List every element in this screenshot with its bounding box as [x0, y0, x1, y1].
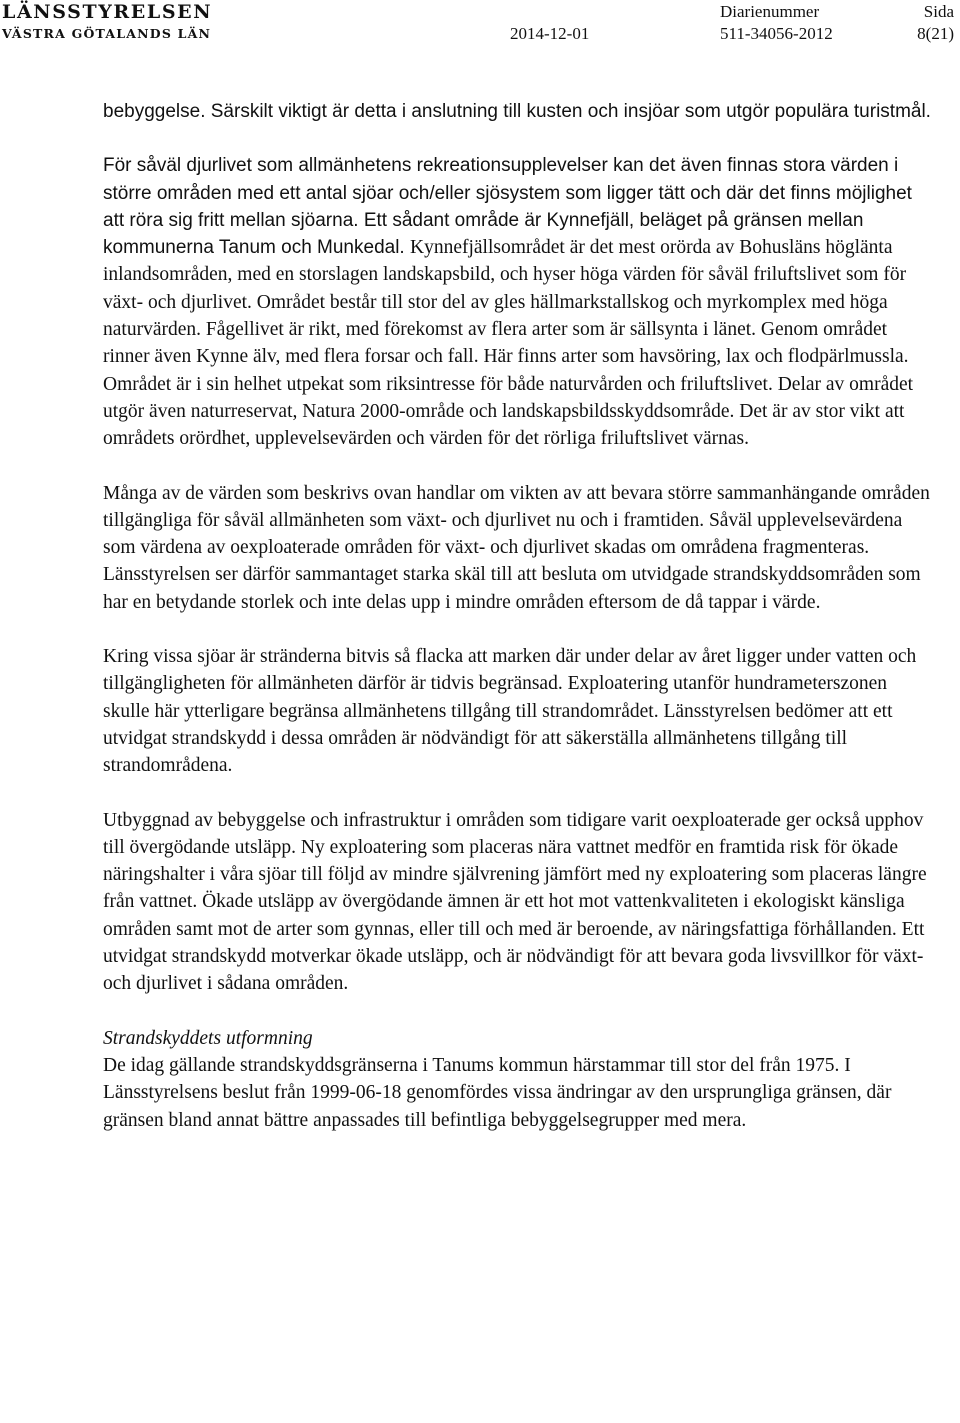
- paragraph-2-part-a: För såväl djurlivet som allmänhetens rekreationsupplevelser kan det även finnas stora värden i större områden med ett antal sjöar och/eller sjösystem som ligger tätt och där det finns möjlighet att röra sig fritt mellan sjöarna. Ett sådant område är Kynnefjäll, beläget på gränsen mellan kommunerna Tanum och Munkedal.: [103, 155, 912, 259]
- paragraph-1: bebyggelse. Särskilt viktigt är detta i anslutning till kusten och insjöar som utgör populära turistmål.: [103, 101, 931, 122]
- diarienummer-value: 511-34056-2012: [720, 24, 833, 43]
- paragraph-3: Många av de värden som beskrivs ovan handlar om vikten av att bevara större sammanhängande områden tillgängliga för såväl allmänheten som växt- och djurlivet nu och i framtiden. Såväl upplevelsevärdena som värdena av oexploaterade områden för växt- och djurlivet skadas om områdena fragmenteras. Länsstyrelsen ser därför sammantaget starka skäl till att besluta om utvidgade strandskyddsområden som har en betydande storlek och inte delas upp i mindre områden eftersom de då tappar i värde.: [103, 482, 930, 613]
- logo-line-2: VÄSTRA GÖTALANDS LÄN: [2, 26, 212, 41]
- logo-line-1: LÄNSSTYRELSEN: [2, 1, 213, 23]
- page-header: [0, 0, 960, 50]
- page-number: 8(21): [917, 24, 954, 43]
- paragraph-4: Kring vissa sjöar är stränderna bitvis så flacka att marken där under delar av året ligger under vatten och tillgängligheten för allmänheten därför är tidvis begränsad. Exploatering utanför hundrameterszonen skulle här ytterligare begränsa allmänhetens tillgång till strandområdet. Länsstyrelsen bedömer att ett utvidgat strandskydd i dessa områden är nödvändigt för att säkerställa allmänhetens tillgång till strandområdena.: [103, 646, 917, 777]
- section-heading: Strandskyddets utformning: [103, 1027, 313, 1049]
- paragraph-2: [103, 152, 933, 452]
- paragraph-6: De idag gällande strandskyddsgränserna i Tanums kommun härstammar till stor del från 1975. I Länsstyrelsens beslut från 1999-06-18 genomfördes vissa ändringar av den ursprungliga gränsen, där gränsen bland annat bättre anpassades till befintliga bebyggelsegrupper med mera.: [103, 1054, 892, 1131]
- document-date: 2014-12-01: [510, 24, 590, 43]
- diarienummer-label: Diarienummer: [720, 2, 820, 21]
- paragraph-5: Utbyggnad av bebyggelse och infrastruktur i områden som tidigare varit oexploaterade ger också upphov till övergödande utsläpp. Ny exploatering som placeras nära vattnet medför en framtida risk för ökade näringshalter i våra sjöar till följd av mindre självrening jämfört med ny exploatering som placeras längre från vattnet. Ökade utsläpp av övergödande ämnen är ett hot mot vattenkvaliteten i ekologiskt känsliga områden samt mot de arter som gynnas, eller till och med är beroende, av näringsfattiga förhållanden. Ett utvidgat strandskydd motverkar ökade utsläpp, och är nödvändigt för att bevara goda livsvillkor för växt- och djurlivet i sådana områden.: [103, 809, 927, 995]
- paragraph-2-part-b: Kynnefjällsområdet är det mest orörda av Bohusläns höglänta inlandsområden, med en storslagen landskapsbild, och hyser höga värden för såväl friluftslivet som för växt- och djurlivet. Området består till stor del av gles hällmarkstallskog och myrkomplex med höga naturvärden. Fågellivet är rikt, med förekomst av flera arter som är sällsynta i länet. Genom området rinner även Kynne älv, med flera forsar och fall. Här finns arter som havsöring, lax och flodpärlmussla. Området är i sin helhet utpekat som riksintresse för både naturvården och friluftslivet. Delar av området utgör även naturreservat, Natura 2000-område och landskapsbildsskyddsområde. Det är av stor vikt att områdets orördhet, upplevelsevärden och värden för det rörliga friluftslivet värnas.: [103, 237, 914, 450]
- section-strandskyddets-utformning: [103, 1025, 933, 1134]
- lansstyrelsen-logo: [2, 3, 212, 41]
- page-label: Sida: [923, 2, 954, 21]
- document-body: [103, 98, 933, 1161]
